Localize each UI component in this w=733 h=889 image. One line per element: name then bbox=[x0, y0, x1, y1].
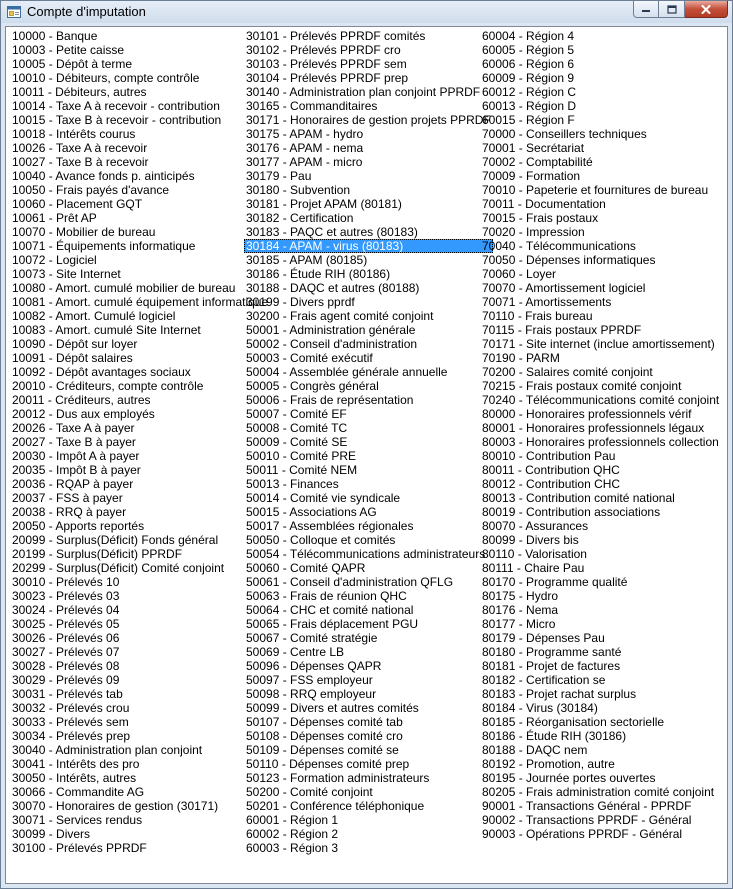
list-column-3 bbox=[480, 29, 721, 841]
list-item[interactable]: 80177 - Micro bbox=[482, 617, 556, 631]
list-item[interactable]: 50054 - Télécommunications administrateurs bbox=[246, 547, 486, 561]
list-item[interactable]: 50006 - Frais de représentation bbox=[246, 393, 414, 407]
list-item[interactable]: 60001 - Région 1 bbox=[246, 813, 339, 827]
list-item[interactable]: 70011 - Documentation bbox=[482, 197, 606, 211]
list-item[interactable]: 50013 - Finances bbox=[246, 477, 339, 491]
list-item[interactable]: 60004 - Région 4 bbox=[482, 29, 575, 43]
list-item[interactable]: 80012 - Contribution CHC bbox=[482, 477, 621, 491]
list-item[interactable]: 20030 - Impôt A à payer bbox=[12, 449, 140, 463]
window-title: Compte d'imputation bbox=[27, 4, 146, 19]
list-item[interactable]: 30200 - Frais agent comité conjoint bbox=[246, 309, 434, 323]
list-item[interactable]: 10026 - Taxe A à recevoir bbox=[12, 141, 148, 155]
list-item[interactable]: 10040 - Avance fonds p. ainticipés bbox=[12, 169, 195, 183]
list-item[interactable]: 50063 - Frais de réunion QHC bbox=[246, 589, 407, 603]
list-item[interactable]: 20035 - Impôt B à payer bbox=[12, 463, 141, 477]
list-item[interactable]: 80011 - Contribution QHC bbox=[482, 463, 620, 477]
list-item[interactable]: 30188 - DAQC et autres (80188) bbox=[246, 281, 420, 295]
list-item[interactable]: 80003 - Honoraires professionnels collection bbox=[482, 435, 719, 449]
list-item[interactable]: 30103 - Prélevés PPRDF sem bbox=[246, 57, 407, 71]
list-item[interactable]: 50065 - Frais déplacement PGU bbox=[246, 617, 419, 631]
list-item[interactable]: 10027 - Taxe B à recevoir bbox=[12, 155, 149, 169]
list-item[interactable]: 10080 - Amort. cumulé mobilier de bureau bbox=[12, 281, 236, 295]
list-item[interactable]: 60003 - Région 3 bbox=[246, 841, 339, 855]
list-item[interactable]: 50069 - Centre LB bbox=[246, 645, 345, 659]
list-item[interactable]: 50107 - Dépenses comité tab bbox=[246, 715, 403, 729]
list-item[interactable]: 70060 - Loyer bbox=[482, 267, 557, 281]
list-item[interactable]: 50050 - Colloque et comités bbox=[246, 533, 396, 547]
list-item[interactable]: 50099 - Divers et autres comités bbox=[246, 701, 419, 715]
list-item[interactable]: 30179 - Pau bbox=[246, 169, 312, 183]
list-item[interactable]: 10091 - Dépôt salaires bbox=[12, 351, 133, 365]
list-item[interactable]: 10092 - Dépôt avantages sociaux bbox=[12, 365, 191, 379]
list-item[interactable]: 70190 - PARM bbox=[482, 351, 560, 365]
list-column-1 bbox=[10, 29, 270, 855]
minimize-icon bbox=[641, 5, 651, 13]
list-item[interactable]: 30185 - APAM (80185) bbox=[246, 253, 368, 267]
list-item[interactable]: 20037 - FSS à payer bbox=[12, 491, 123, 505]
list-item[interactable]: 70020 - Impression bbox=[482, 225, 585, 239]
list-item[interactable]: 50001 - Administration générale bbox=[246, 323, 416, 337]
list-item[interactable]: 80099 - Divers bis bbox=[482, 533, 579, 547]
list-item[interactable]: 80013 - Contribution comité national bbox=[482, 491, 675, 505]
list-item[interactable]: 30032 - Prélevés crou bbox=[12, 701, 130, 715]
window-controls bbox=[633, 1, 728, 19]
list-item[interactable]: 20026 - Taxe A à payer bbox=[12, 421, 135, 435]
list-item[interactable]: 50003 - Comité exécutif bbox=[246, 351, 373, 365]
list-item[interactable]: 80176 - Nema bbox=[482, 603, 559, 617]
list-item[interactable]: 50108 - Dépenses comité cro bbox=[246, 729, 403, 743]
list-item[interactable]: 80010 - Contribution Pau bbox=[482, 449, 616, 463]
list-item[interactable]: 80185 - Réorganisation sectorielle bbox=[482, 715, 665, 729]
list-item[interactable]: 10071 - Équipements informatique bbox=[12, 239, 196, 253]
list-item[interactable]: 80192 - Promotion, autre bbox=[482, 757, 615, 771]
list-item[interactable]: 50011 - Comité NEM bbox=[246, 463, 358, 477]
list-item[interactable]: 20036 - RQAP à payer bbox=[12, 477, 134, 491]
list-item[interactable]: 80000 - Honoraires professionnels vérif bbox=[482, 407, 692, 421]
list-item[interactable]: 50005 - Congrès général bbox=[246, 379, 379, 393]
list-item[interactable]: 10082 - Amort. Cumulé logiciel bbox=[12, 309, 176, 323]
list-item[interactable]: 80170 - Programme qualité bbox=[482, 575, 628, 589]
list-item[interactable]: 30033 - Prélevés sem bbox=[12, 715, 129, 729]
list-item[interactable]: 30182 - Certification bbox=[246, 211, 354, 225]
list-item[interactable]: 30023 - Prélevés 03 bbox=[12, 589, 120, 603]
list-item[interactable]: 30050 - Intérêts, autres bbox=[12, 771, 137, 785]
list-item[interactable]: 60012 - Région C bbox=[482, 85, 577, 99]
list-item[interactable]: 70009 - Formation bbox=[482, 169, 581, 183]
list-item[interactable]: 30176 - APAM - nema bbox=[246, 141, 364, 155]
list-item[interactable]: 70010 - Papeterie et fournitures de bureau bbox=[482, 183, 709, 197]
list-item[interactable]: 20011 - Créditeurs, autres bbox=[12, 393, 151, 407]
list-item[interactable]: 30010 - Prélevés 10 bbox=[12, 575, 120, 589]
list-item[interactable]: 20010 - Créditeurs, compte contrôle bbox=[12, 379, 204, 393]
list-item[interactable]: 80110 - Valorisation bbox=[482, 547, 587, 561]
list-item[interactable]: 30101 - Prélevés PPRDF comités bbox=[246, 29, 426, 43]
list-item[interactable]: 10050 - Frais payés d'avance bbox=[12, 183, 170, 197]
list-item[interactable]: 10090 - Dépôt sur loyer bbox=[12, 337, 138, 351]
list-item[interactable]: 60015 - Région F bbox=[482, 113, 575, 127]
list-item[interactable]: 80070 - Assurances bbox=[482, 519, 589, 533]
list-item[interactable]: 30066 - Commandite AG bbox=[12, 785, 145, 799]
list-item[interactable]: 70071 - Amortissements bbox=[482, 295, 612, 309]
list-item[interactable]: 50007 - Comité EF bbox=[246, 407, 347, 421]
title-bar[interactable] bbox=[1, 1, 732, 23]
list-item[interactable]: 50123 - Formation administrateurs bbox=[246, 771, 430, 785]
list-item[interactable]: 10005 - Dépôt à terme bbox=[12, 57, 133, 71]
maximize-icon bbox=[667, 5, 677, 14]
list-item[interactable]: 90002 - Transactions PPRDF - Général bbox=[482, 813, 692, 827]
list-item[interactable]: 20012 - Dus aux employés bbox=[12, 407, 155, 421]
list-item[interactable]: 70215 - Frais postaux comité conjoint bbox=[482, 379, 682, 393]
list-item[interactable]: 30027 - Prélevés 07 bbox=[12, 645, 120, 659]
list-item[interactable]: 30177 - APAM - micro bbox=[246, 155, 363, 169]
list-item[interactable]: 10060 - Placement GQT bbox=[12, 197, 143, 211]
list-item[interactable]: 10018 - Intérêts courus bbox=[12, 127, 136, 141]
list-item[interactable]: 20050 - Apports reportés bbox=[12, 519, 145, 533]
list-item[interactable]: 80182 - Certification se bbox=[482, 673, 606, 687]
list-item[interactable]: 70240 - Télécommunications comité conjoint bbox=[482, 393, 720, 407]
list-item[interactable]: 70015 - Frais postaux bbox=[482, 211, 599, 225]
list-item[interactable]: 10073 - Site Internet bbox=[12, 267, 121, 281]
list-item[interactable]: 30175 - APAM - hydro bbox=[246, 127, 364, 141]
list-item[interactable]: 10011 - Débiteurs, autres bbox=[12, 85, 147, 99]
list-item[interactable]: 20199 - Surplus(Déficit) PPRDF bbox=[12, 547, 183, 561]
list-item[interactable]: 80179 - Dépenses Pau bbox=[482, 631, 605, 645]
list-item[interactable]: 10072 - Logiciel bbox=[12, 253, 97, 267]
close-button[interactable] bbox=[685, 1, 728, 18]
list-item[interactable]: 50010 - Comité PRE bbox=[246, 449, 357, 463]
list-item[interactable]: 20038 - RRQ à payer bbox=[12, 505, 127, 519]
list-item[interactable]: 20027 - Taxe B à payer bbox=[12, 435, 136, 449]
list-item[interactable]: 50061 - Conseil d'administration QFLG bbox=[246, 575, 454, 589]
list-item[interactable]: 30140 - Administration plan conjoint PPRDF bbox=[246, 85, 481, 99]
list-item[interactable]: 30165 - Commanditaires bbox=[246, 99, 378, 113]
list-item[interactable]: 30024 - Prélevés 04 bbox=[12, 603, 120, 617]
list-item[interactable]: 50014 - Comité vie syndicale bbox=[246, 491, 401, 505]
list-item[interactable]: 30104 - Prélevés PPRDF prep bbox=[246, 71, 409, 85]
list-item[interactable]: 10000 - Banque bbox=[12, 29, 98, 43]
list-item[interactable]: 50015 - Associations AG bbox=[246, 505, 377, 519]
list-item[interactable]: 60005 - Région 5 bbox=[482, 43, 575, 57]
list-item[interactable]: 50200 - Comité conjoint bbox=[246, 785, 373, 799]
list-item[interactable]: 50009 - Comité SE bbox=[246, 435, 348, 449]
list-item[interactable]: 70171 - Site internet (inclue amortissement) bbox=[482, 337, 715, 351]
list-item[interactable]: 50064 - CHC et comité national bbox=[246, 603, 414, 617]
list-item[interactable]: 30100 - Prélevés PPRDF bbox=[12, 841, 147, 855]
list-item[interactable]: 50060 - Comité QAPR bbox=[246, 561, 366, 575]
list-item[interactable]: 50110 - Dépenses comité prep bbox=[246, 757, 410, 771]
list-item[interactable]: 30041 - Intérêts des pro bbox=[12, 757, 140, 771]
list-item[interactable]: 30180 - Subvention bbox=[246, 183, 351, 197]
list-item[interactable]: 30102 - Prélevés PPRDF cro bbox=[246, 43, 401, 57]
list-item[interactable]: 70002 - Comptabilité bbox=[482, 155, 593, 169]
list-item[interactable]: 80111 - Chaire Pau bbox=[482, 561, 585, 575]
list-item[interactable]: 10010 - Débiteurs, compte contrôle bbox=[12, 71, 200, 85]
list-item[interactable]: 30034 - Prélevés prep bbox=[12, 729, 131, 743]
list-column-2 bbox=[244, 29, 493, 855]
list-item[interactable]: 30171 - Honoraires de gestion projets PPRDF bbox=[246, 113, 491, 127]
list-item[interactable]: 70110 - Frais bureau bbox=[482, 309, 593, 323]
list-item[interactable]: 70001 - Secrétariat bbox=[482, 141, 585, 155]
list-item[interactable]: 30025 - Prélevés 05 bbox=[12, 617, 120, 631]
list-item[interactable]: 50008 - Comité TC bbox=[246, 421, 348, 435]
list-item[interactable]: 80183 - Projet rachat surplus bbox=[482, 687, 637, 701]
minimize-button[interactable] bbox=[633, 1, 659, 18]
list-item[interactable]: 80019 - Contribution associations bbox=[482, 505, 661, 519]
list-item[interactable]: 50201 - Conférence téléphonique bbox=[246, 799, 425, 813]
list-item[interactable]: 70115 - Frais postaux PPRDF bbox=[482, 323, 642, 337]
list-item[interactable]: 80188 - DAQC nem bbox=[482, 743, 588, 757]
list-item[interactable]: 30029 - Prélevés 09 bbox=[12, 673, 120, 687]
list-item[interactable]: 30071 - Services rendus bbox=[12, 813, 143, 827]
list-item[interactable]: 30181 - Projet APAM (80181) bbox=[246, 197, 402, 211]
list-item[interactable]: 50097 - FSS employeur bbox=[246, 673, 373, 687]
app-window-icon bbox=[7, 5, 21, 19]
list-item[interactable]: 10070 - Mobilier de bureau bbox=[12, 225, 156, 239]
list-item[interactable]: 10014 - Taxe A à recevoir - contribution bbox=[12, 99, 220, 113]
list-item[interactable]: 30099 - Divers bbox=[12, 827, 91, 841]
list-item[interactable]: 30040 - Administration plan conjoint bbox=[12, 743, 203, 757]
list-item[interactable]: 80184 - Virus (30184) bbox=[482, 701, 598, 715]
list-item[interactable]: 70040 - Télécommunications bbox=[482, 239, 636, 253]
list-item[interactable]: 50096 - Dépenses QAPR bbox=[246, 659, 382, 673]
list-item[interactable]: 80181 - Projet de factures bbox=[482, 659, 621, 673]
list-item[interactable]: 90003 - Opérations PPRDF - Général bbox=[482, 827, 683, 841]
list-item[interactable]: 60006 - Région 6 bbox=[482, 57, 575, 71]
list-item[interactable]: 10061 - Prêt AP bbox=[12, 211, 97, 225]
list-item[interactable]: 80180 - Programme santé bbox=[482, 645, 622, 659]
list-item[interactable]: 30026 - Prélevés 06 bbox=[12, 631, 120, 645]
list-item[interactable]: 10081 - Amort. cumulé équipement informatique bbox=[12, 295, 269, 309]
list-item[interactable]: 80205 - Frais administration comité conjoint bbox=[482, 785, 715, 799]
list-item[interactable]: 60002 - Région 2 bbox=[246, 827, 339, 841]
list-item[interactable]: 10015 - Taxe B à recevoir - contribution bbox=[12, 113, 222, 127]
list-item[interactable]: 20099 - Surplus(Déficit) Fonds général bbox=[12, 533, 219, 547]
list-item[interactable]: 70200 - Salaires comité conjoint bbox=[482, 365, 653, 379]
list-item[interactable]: 10083 - Amort. cumulé Site Internet bbox=[12, 323, 201, 337]
list-item[interactable]: 60009 - Région 9 bbox=[482, 71, 575, 85]
list-item[interactable]: 90001 - Transactions Général - PPRDF bbox=[482, 799, 692, 813]
list-item[interactable]: 30183 - PAQC et autres (80183) bbox=[246, 225, 418, 239]
list-item[interactable]: 50004 - Assemblée générale annuelle bbox=[246, 365, 448, 379]
account-listbox[interactable] bbox=[5, 26, 728, 884]
list-item[interactable]: 30070 - Honoraires de gestion (30171) bbox=[12, 799, 219, 813]
list-item[interactable]: 30199 - Divers pprdf bbox=[246, 295, 355, 309]
list-item[interactable]: 80175 - Hydro bbox=[482, 589, 559, 603]
list-item[interactable]: 70000 - Conseillers techniques bbox=[482, 127, 647, 141]
list-item[interactable]: 30028 - Prélevés 08 bbox=[12, 659, 120, 673]
list-item[interactable]: 50017 - Assemblées régionales bbox=[246, 519, 414, 533]
list-item[interactable]: 30031 - Prélevés tab bbox=[12, 687, 123, 701]
list-item[interactable]: 50002 - Conseil d'administration bbox=[246, 337, 418, 351]
list-item[interactable]: 70050 - Dépenses informatiques bbox=[482, 253, 656, 267]
list-item[interactable]: 20299 - Surplus(Déficit) Comité conjoint bbox=[12, 561, 225, 575]
maximize-button[interactable] bbox=[659, 1, 685, 18]
list-item[interactable]: 30184 - APAM - virus (80183) bbox=[244, 239, 493, 253]
close-icon bbox=[701, 5, 711, 14]
list-item[interactable]: 50067 - Comité stratégie bbox=[246, 631, 378, 645]
list-item[interactable]: 80195 - Journée portes ouvertes bbox=[482, 771, 656, 785]
list-item[interactable]: 80186 - Étude RIH (30186) bbox=[482, 729, 627, 743]
list-item[interactable]: 50098 - RRQ employeur bbox=[246, 687, 377, 701]
list-item[interactable]: 50109 - Dépenses comité se bbox=[246, 743, 399, 757]
list-item[interactable]: 80001 - Honoraires professionnels légaux bbox=[482, 421, 705, 435]
list-item[interactable]: 10003 - Petite caisse bbox=[12, 43, 125, 57]
list-item[interactable]: 70070 - Amortissement logiciel bbox=[482, 281, 646, 295]
list-item[interactable]: 60013 - Région D bbox=[482, 99, 577, 113]
list-item[interactable]: 30186 - Étude RIH (80186) bbox=[246, 267, 391, 281]
